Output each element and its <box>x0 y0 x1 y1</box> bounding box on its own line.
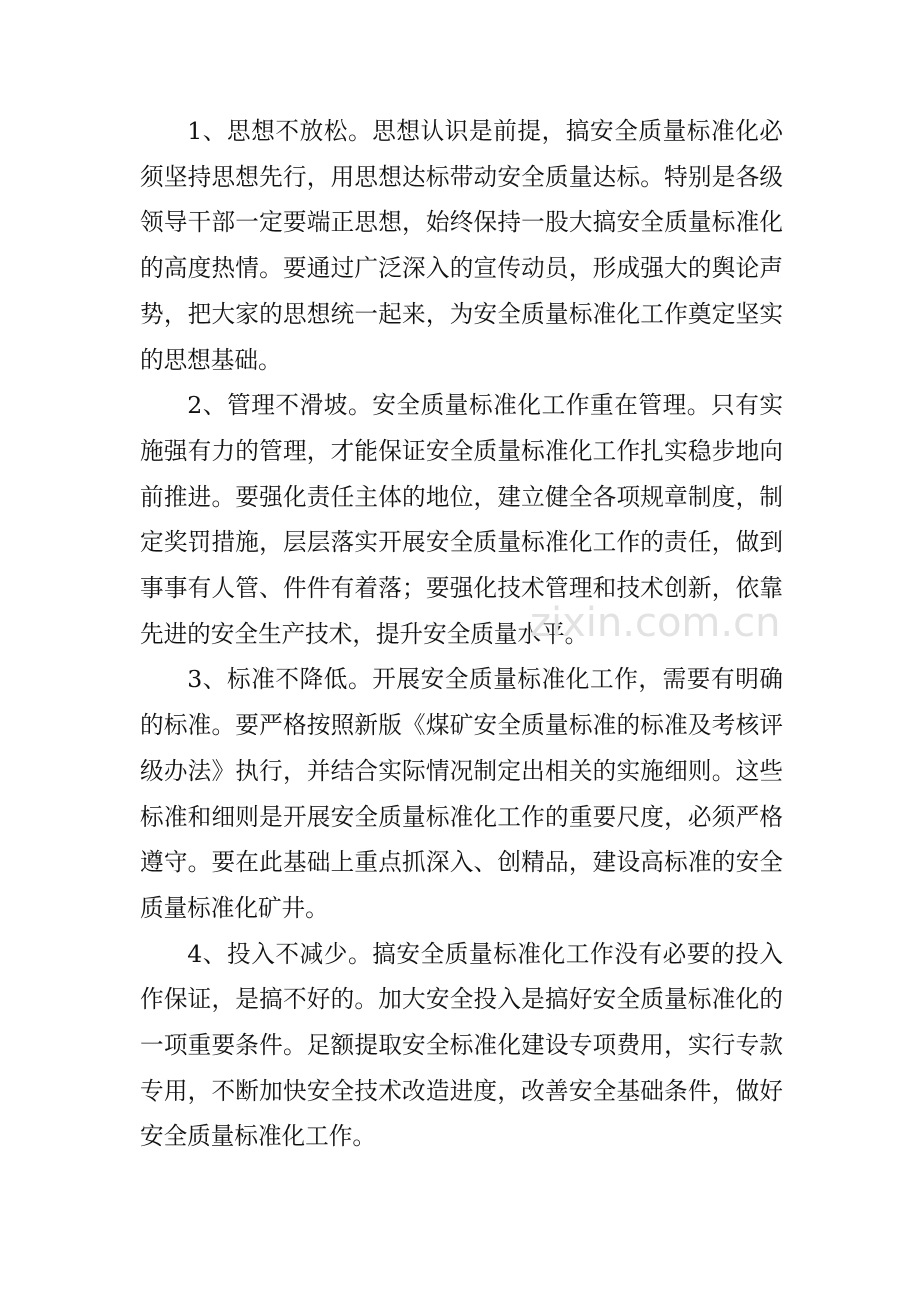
paragraph-2: 2、管理不滑坡。安全质量标准化工作重在管理。只有实施强有力的管理，才能保证安全质量标准化工作扎实稳步地向前推进。要强化责任主体的地位，建立健全各项规章制度，制定奖罚措施，层层落实开展安全质量标准化工作的责任，做到事事有人管、件件有着落；要强化技术管理和技术创新，依靠先进的安全生产技术，提升安全质量水平。 <box>140 391 783 648</box>
document-body <box>140 109 783 1160</box>
paragraph-1: 1、思想不放松。思想认识是前提，搞安全质量标准化必须坚持思想先行，用思想达标带动安全质量达标。特别是各级领导干部一定要端正思想，始终保持一股大搞安全质量标准化的高度热情。要通过广泛深入的宣传动员，形成强大的舆论声势，把大家的思想统一起来，为安全质量标准化工作奠定坚实的思想基础。 <box>140 117 783 374</box>
paragraph-3: 3、标准不降低。开展安全质量标准化工作，需要有明确的标准。要严格按照新版《煤矿安全质量标准的标准及考核评级办法》执行，并结合实际情况制定出相关的实施细则。这些标准和细则是开展安全质量标准化工作的重要尺度，必须严格遵守。要在此基础上重点抓深入、创精品，建设高标准的安全质量标准化矿井。 <box>140 665 783 922</box>
paragraph-4: 4、投入不减少。搞安全质量标准化工作没有必要的投入作保证，是搞不好的。加大安全投入是搞好安全质量标准化的一项重要条件。足额提取安全标准化建设专项费用，实行专款专用，不断加快安全技术改造进度，改善安全基础条件，做好安全质量标准化工作。 <box>140 939 783 1151</box>
watermark-text: zixin.com.cn <box>530 600 781 646</box>
